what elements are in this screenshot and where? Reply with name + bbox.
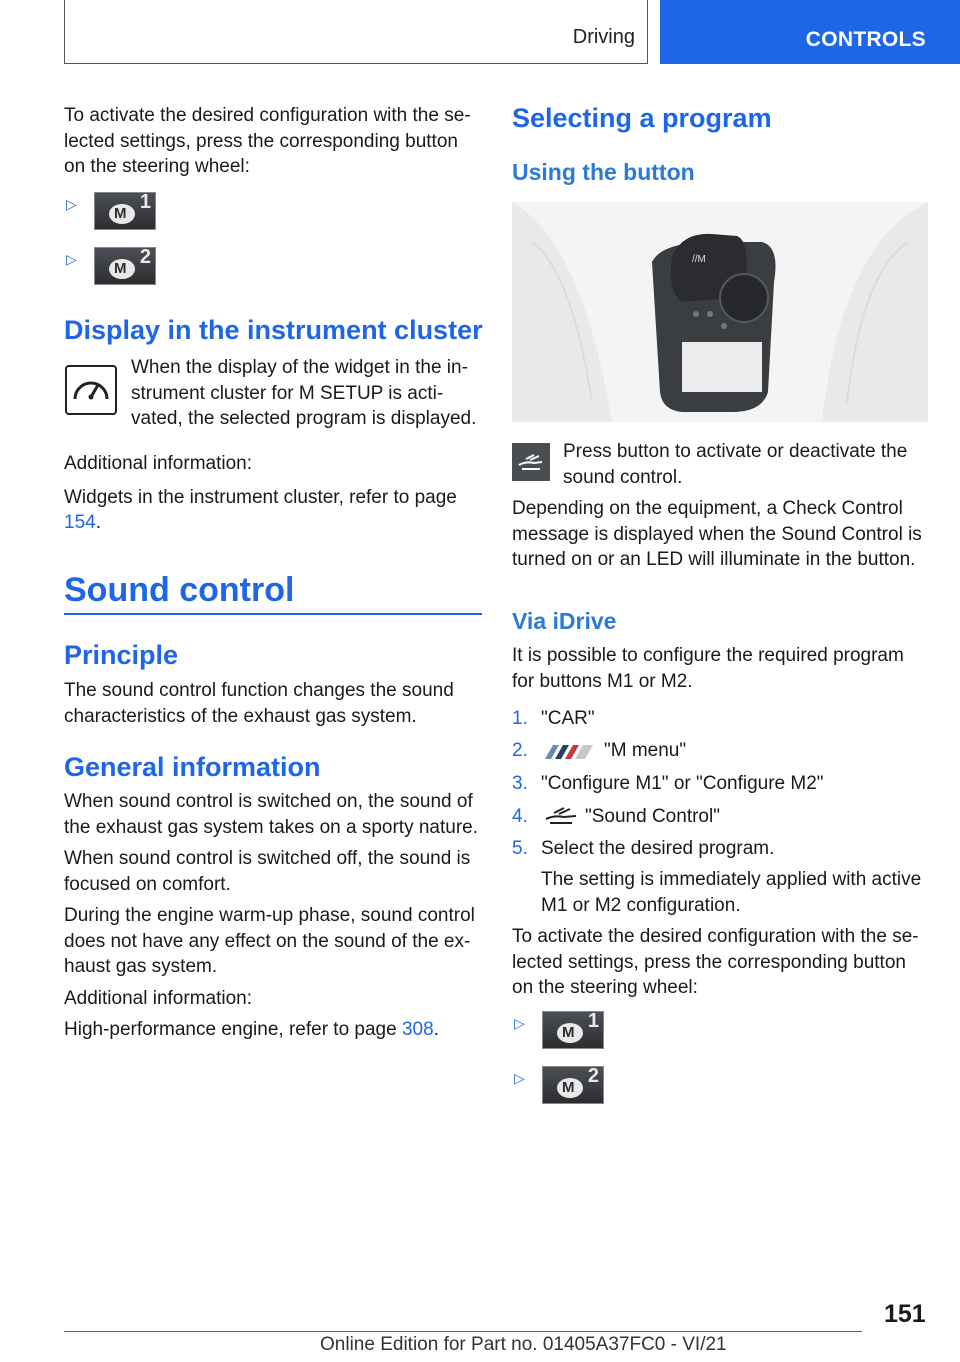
m1-button-icon: M 1 bbox=[94, 192, 156, 230]
idrive-heading: Via iDrive bbox=[512, 608, 617, 634]
depending-text: Depending on the equipment, a Check Control message is displayed when the Sound Control is turned on or an LED will illuminate in the button. bbox=[512, 498, 922, 570]
svg-text://M: //M bbox=[692, 254, 706, 265]
display-text: When the display of the widget in the in-strument cluster for M SETUP is acti-vated, the selected program is displayed. bbox=[131, 357, 477, 429]
header-section-label[interactable]: Driving bbox=[572, 26, 635, 48]
hp-ref: High-performance engine, refer to page 308. bbox=[64, 1019, 439, 1040]
step-1: 1. "CAR" bbox=[512, 708, 595, 729]
display-text-block bbox=[131, 355, 483, 432]
general-heading: General information bbox=[64, 752, 321, 782]
m1-button-icon: M 1 bbox=[542, 1011, 604, 1049]
step5-note: The setting is immediately applied with active M1 or M2 configuration. bbox=[541, 869, 922, 916]
left-intro-text: To activate the desired configuration with the se-lected settings, press the corresponding button on the steering wheel: bbox=[64, 105, 471, 177]
general-p2: When sound control is switched off, the sound is focused on comfort. bbox=[64, 848, 471, 895]
header-chapter-box bbox=[660, 0, 960, 64]
step-2: 2. "M menu" bbox=[512, 740, 687, 761]
principle-text: The sound control function changes the sound characteristics of the exhaust gas system. bbox=[64, 680, 454, 727]
select-program-heading: Selecting a program bbox=[512, 103, 772, 133]
sound-control-icon bbox=[512, 443, 550, 481]
step-4: 4. "Sound Control" bbox=[512, 806, 720, 827]
left-intro bbox=[64, 103, 482, 180]
page-number: 151 bbox=[884, 1300, 926, 1328]
m2-button-icon: M 2 bbox=[94, 247, 156, 285]
header-chapter-label[interactable]: CONTROLS bbox=[805, 28, 926, 51]
principle-heading: Principle bbox=[64, 640, 179, 670]
footer-edition: Online Edition for Part no. 01405A37FC0 - VI/21 bbox=[320, 1334, 727, 1355]
sound-control-icon bbox=[542, 805, 582, 827]
display-heading: Display in the instrument cluster bbox=[64, 315, 483, 345]
general-block bbox=[64, 789, 484, 1043]
using-button-heading: Using the button bbox=[512, 159, 695, 185]
widgets-ref: Widgets in the instrument cluster, refer to page 154. bbox=[64, 486, 457, 533]
widgets-page-link[interactable]: 154 bbox=[64, 512, 96, 533]
header-section-box bbox=[64, 0, 648, 64]
step-3: 3. "Configure M1" or "Configure M2" bbox=[512, 773, 824, 794]
m-menu-icon bbox=[543, 742, 595, 758]
gauge-icon bbox=[65, 365, 117, 415]
bullet-triangle-icon: ▷ bbox=[514, 1070, 525, 1086]
press-button-text: Press button to activate or deactivate the sound control. bbox=[563, 441, 908, 488]
bullet-triangle-icon: ▷ bbox=[66, 196, 77, 212]
right-outro-text: To activate the desired configuration with the se-lected settings, press the corresponding button on the steering wheel: bbox=[512, 926, 919, 998]
center-console-photo bbox=[512, 202, 928, 422]
general-p3: During the engine warm-up phase, sound control does not have any effect on the sound of the ex-haust gas system. bbox=[64, 905, 475, 977]
bullet-triangle-icon: ▷ bbox=[514, 1015, 525, 1031]
general-p1: When sound control is switched on, the sound of the exhaust gas system takes on a sporty nature. bbox=[64, 791, 479, 838]
sound-control-heading: Sound control bbox=[64, 571, 295, 609]
footer-rule bbox=[64, 1331, 862, 1332]
bullet-triangle-icon: ▷ bbox=[66, 251, 77, 267]
idrive-text: It is possible to configure the required program for buttons M1 or M2. bbox=[512, 645, 904, 692]
step-5: 5. Select the desired program. bbox=[512, 838, 775, 859]
left-additional-block bbox=[64, 451, 484, 536]
additional-label-2: Additional information: bbox=[64, 987, 252, 1009]
section-rule bbox=[64, 613, 482, 615]
m2-button-icon: M 2 bbox=[542, 1066, 604, 1104]
hp-page-link[interactable]: 308 bbox=[401, 1019, 434, 1040]
additional-label: Additional information: bbox=[64, 453, 252, 474]
